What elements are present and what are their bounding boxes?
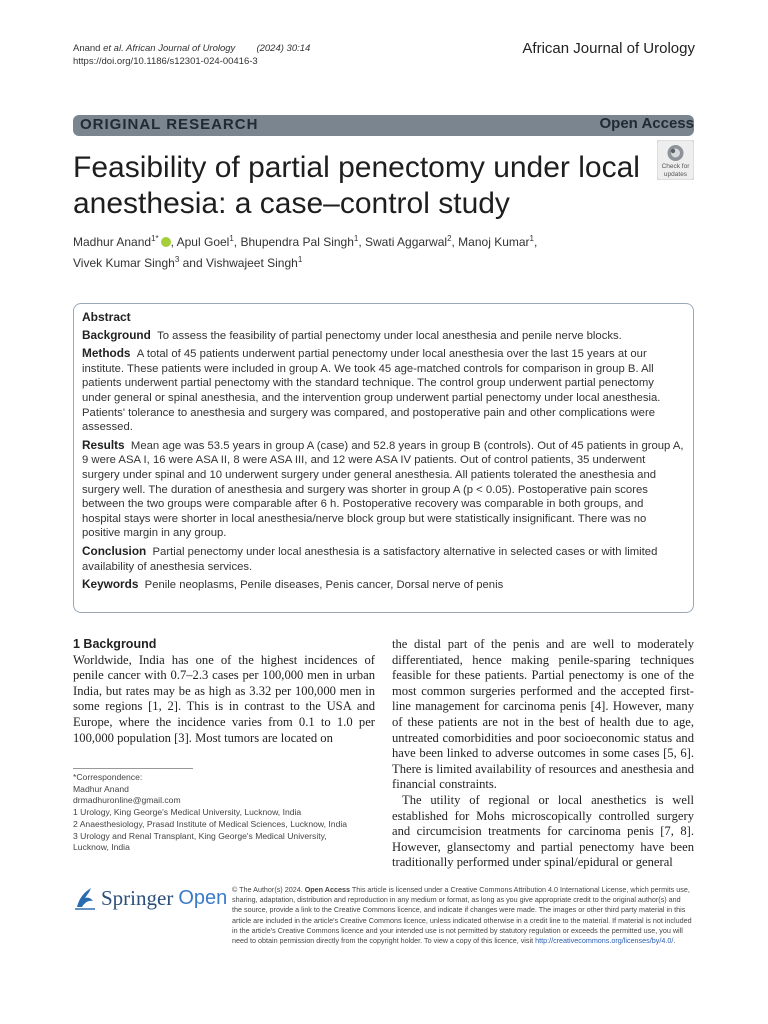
license-open-access: Open Access [304,885,350,894]
author-list: Madhur Anand$^{1*}$ , Apul Goel$^1$, Bhupendra Pal Singh$^1$, Swati Aggarwal$^2$, Manoj Kumar$^1$, Vivek Kumar Singh$^3$ and Vishwajeet Singh$^1$ [73,234,538,270]
body-paragraph-3: The utility of regional or local anesthetics is well established for Mohs microscopically controlled surgery and circumcision treatments for carcinoma penis [7, 8]. However, glansectomy and partial penectomy have been traditionally performed under spinal/epidural or general [392,792,694,870]
springer-open-logo[interactable] [73,885,227,911]
affiliation-2: 2 Anaesthesiology, Prasad Institute of Medical Sciences, Lucknow, India [73,818,348,829]
results-label: Results [82,437,125,452]
background-label: Background [82,327,151,342]
open-access-label: Open Access [599,115,694,132]
article-title: Feasibility of partial penectomy under local anesthesia: a case–control study [73,151,640,220]
body-column-right [392,637,694,871]
abstract-results [82,438,685,541]
affiliation-3: 3 Urology and Renal Transplant, King George's Medical University, [73,830,327,841]
methods-label: Methods [82,346,131,361]
correspondence-name: Madhur Anand [73,783,129,794]
logo-springer-text: Springer [101,885,174,910]
badge-line1: Check for [661,163,690,170]
journal-name: African Journal of Urology [522,40,695,57]
orcid-icon[interactable] [161,237,171,247]
citation-journal: et al. African Journal of Urology [103,43,236,54]
article-type-label: ORIGINAL RESEARCH [80,116,259,133]
license-text [232,885,692,946]
correspondence-email[interactable]: drmadhuronline@gmail.com [73,795,181,806]
methods-text: A total of 45 patients underwent partial penectomy under local anesthesia over the last 15 years at our institute. These patients were included in group A. We took 45 age-matched controls for comparison in group B. All patients underwent partial penectomy with the standard technique. The control group underwent partial penectomy under general or spinal anesthesia, and the intervention group underwent partial penectomy under local anesthesia. Patients' tolerance to anesthesia and surgery was compared, and postoperative pain and other complications were assessed. [82,348,661,434]
conclusion-label: Conclusion [82,543,147,558]
abstract-box [73,303,694,613]
springer-horse-icon [73,885,97,911]
body-column-left [73,637,375,746]
check-for-updates-badge[interactable] [657,140,694,180]
affiliation-1: 1 Urology, King George's Medical University, Lucknow, India [73,807,302,818]
logo-open-text: Open [178,886,228,909]
citation-year: (2024) 30:14 [256,43,311,54]
abstract-background [82,328,685,344]
background-text: To assess the feasibility of partial penectomy under local anesthesia and penile nerve blocks. [157,329,622,342]
abstract-keywords [82,577,685,593]
citation-author: Anand [73,43,101,54]
body-paragraph-2: the distal part of the penis and are well to moderately differentiated, hence making penile-sparing techniques feasible for these patients. Partial penectomy is one of the most common surgeries performed and the accepted first-line management for carcinoma penis [4]. However, many of these patients are not in the best of health due to age, untreated comorbidities and poor socioeconomic status and have been linked to adverse outcomes in some cases [5, 6]. There is limited availability of resources and anesthesia and financial constraints. [392,637,694,792]
affiliation-3-cont: Lucknow, India [73,842,130,853]
doi-link[interactable]: https://doi.org/10.1186/s12301-024-00416-3 [73,56,258,67]
license-end: . [673,936,676,946]
correspondence-notes [73,772,373,854]
license-copyright: © The Author(s) 2024. [232,885,303,894]
body-paragraph-1: Worldwide, India has one of the highest incidences of penile cancer with 0.7–2.3 cases per 100,000 men in urban India, but rates may be as high as 3.32 per 100,000 men in some regions [1, 2]. This is in contrast to the USA and Europe, where the incidence varies from 0.1 to 1.0 per 100,000 population [3]. Most tumors are located on [73,652,375,745]
badge-line2: updates [663,170,688,178]
abstract-conclusion [82,544,685,574]
running-header [73,42,310,68]
license-body: This article is licensed under a Creative Commons Attribution 4.0 International License, which permits use, sharing, adaptation, distribution and reproduction in any medium or format, as long as you give appropriate credit to the original author(s) and the source, provide a link to the Creative Commons licence, and indicate if changes were made. The images or other third party material in this article are included in the article's Creative Commons licence, unless indicated otherwise in a credit line to the material. If material is not included in the article's Creative Commons licence and your intended use is not permitted by statutory regulation or exceeds the permitted use, you will need to obtain permission directly from the copyright holder. To view a copy of this licence, visit [232,885,692,946]
keywords-label: Keywords [82,577,139,592]
keywords-text: Penile neoplasms, Penile diseases, Penis cancer, Dorsal nerve of penis [144,579,504,592]
abstract-heading: Abstract [82,310,131,324]
results-text: Mean age was 53.5 years in group A (case) and 52.8 years in group B (controls). Out of 45 patients in group A, 9 were ASA I, 16 were ASA II, 8 were ASA III, and 12 were ASA IV patients. Out of control patients, 35 underwent surgery under spinal and 10 underwent surgery under general anesthesia. All patients tolerated the anesthesia and surgery well. The duration of anesthesia and surgery was shorter in group A (p < 0.05). Postoperative pain scores between the two groups were comparable after 6 h. Postoperative recovery was comparable in both groups, and hospital stays were shorter in local anesthesia/nerve block group but were statistically insignificant. There was no positive margin in any group. [82,439,684,540]
footnote-rule [73,768,193,769]
license-url-link[interactable]: http://creativecommons.org/licenses/by/4.0/ [535,936,674,946]
correspondence-label: *Correspondence: [73,772,143,782]
conclusion-text: Partial penectomy under local anesthesia is a satisfactory alternative in selected cases or with limited availability of anesthesia services. [82,545,658,573]
abstract-methods [82,346,685,435]
section-heading: 1 Background [73,637,157,651]
